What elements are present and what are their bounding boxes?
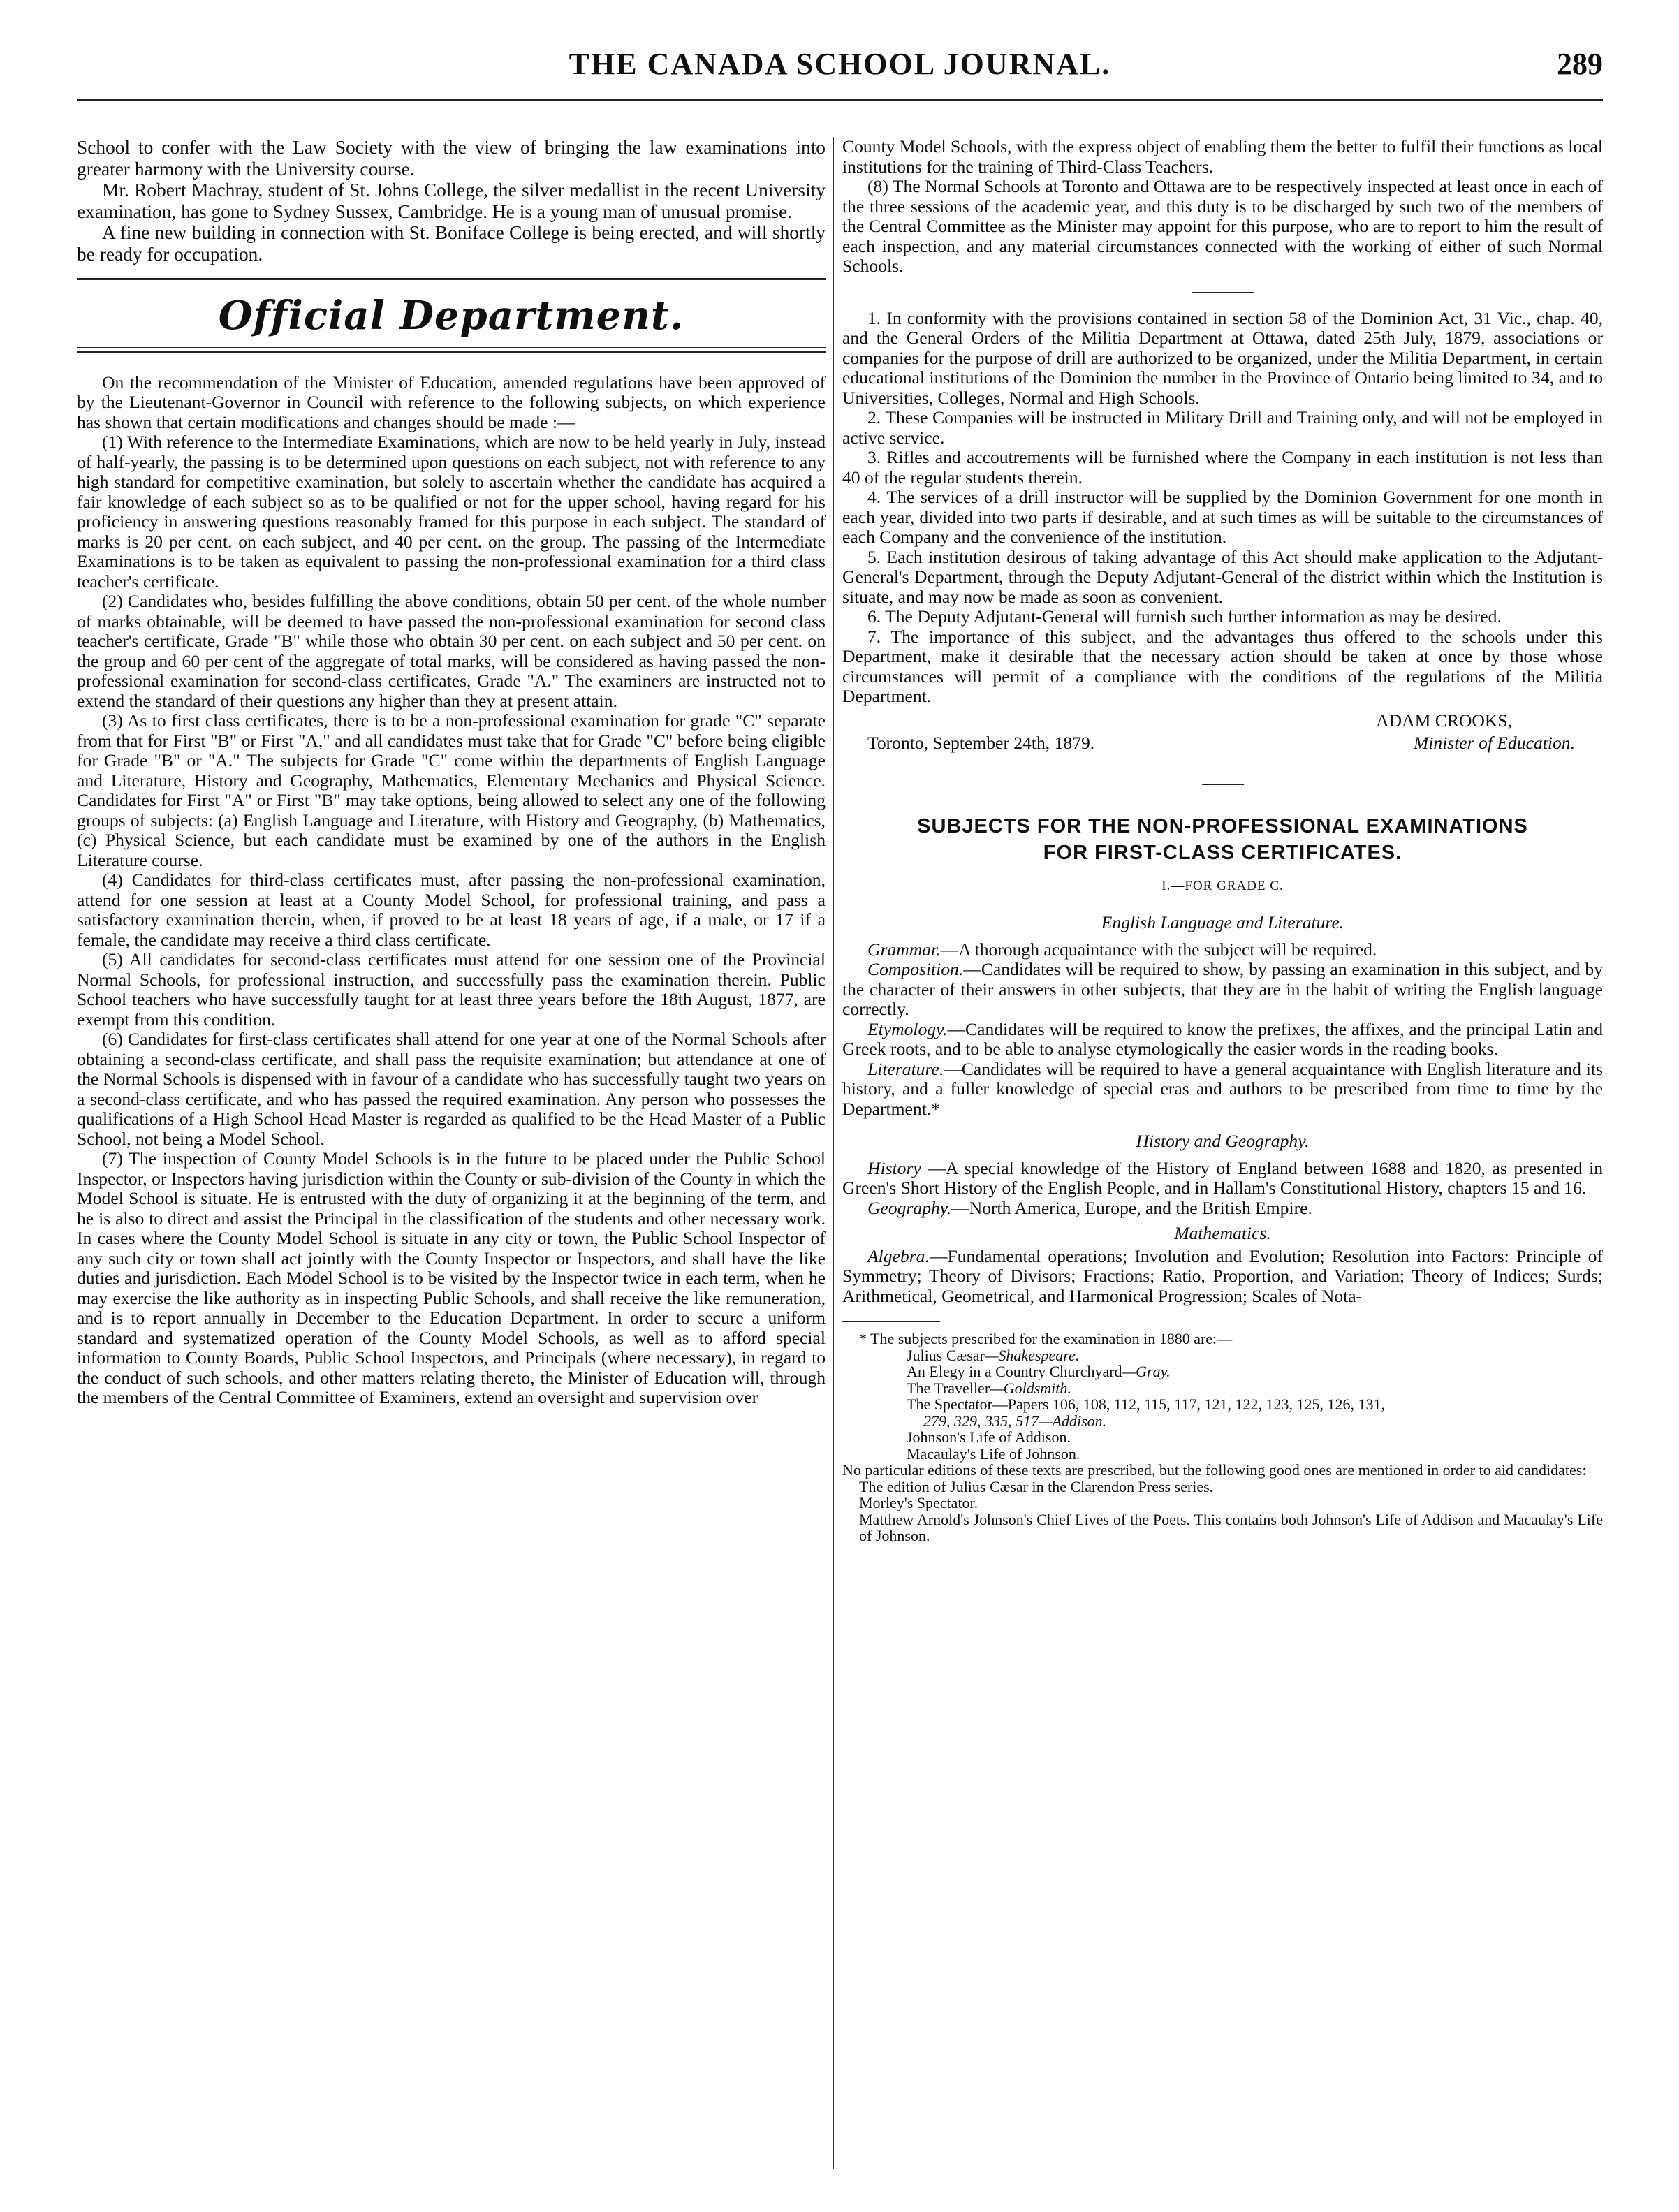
subject-item	[842, 1199, 1603, 1219]
regulation-paragraph: (3) As to first class certificates, there is to be a non-professional examination for grade "C" separate from that for First "B" or First "A," and all candidates must take that for Grade "C" before being eligible for Grade "B" or "A." The subjects for Grade "C" come within the departments of English Language and Literature, History and Geography, Mathematics, Elementary Mechanics and Physical Science. Candidates for First "A" or First "B" may take options, being allowed to select any one of the following groups of subjects: (a) English Language and Literature, with History and Geography, (b) Mathematics, (c) Physical Science, but each candidate must be examined by one of the authors in the English Literature course.	[77, 710, 826, 870]
subject-term: Grammar.	[867, 939, 941, 960]
section-title: English Language and Literature.	[1101, 912, 1344, 933]
subject-text: —Candidates will be required to have a general acquaintance with English literature and its history, and a fuller knowledge of special eras and authors to be prescribed from time to time by the Department.*	[842, 1058, 1603, 1119]
subject-term: Algebra.	[867, 1245, 930, 1266]
footnote-edition: Matthew Arnold's Johnson's Chief Lives of the Poets. This contains both Johnson's Life of Addison and Macaulay's Life of Johnson.	[859, 1510, 1603, 1545]
text-author: —Goldsmith.	[990, 1379, 1071, 1397]
footnote	[842, 1331, 1603, 1544]
subject-item	[842, 940, 1603, 960]
regulation-paragraph: (1) With reference to the Intermediate Examinations, which are now to be held yearly in July, instead of half-yearly, the passing is to be determined upon questions on each subject, not with reference to any high standard for competitive examination, but solely to ascertain whether the candidate has acquired a fair knowledge of each subject so as to be qualified or not for the upper school, having regard for his proficiency in answering questions reasonably framed for this purpose in each subject. The standard of marks is 20 per cent. on each subject, and 40 per cent. on the group. The passing of the Intermediate Examinations is to be taken as equivalent to passing the non-professional examination for a third class teacher's certificate.	[77, 432, 826, 592]
text-title: The Traveller	[907, 1379, 990, 1397]
footnote-text-item	[842, 1380, 1603, 1397]
text-author: —Shakespeare.	[984, 1346, 1080, 1364]
page-header	[77, 42, 1603, 98]
militia-notice	[842, 309, 1603, 754]
footnote-text-item: Johnson's Life of Addison.	[907, 1428, 1071, 1446]
subject-item	[842, 1247, 1603, 1307]
signature-place-date: Toronto, September 24th, 1879.	[867, 733, 1095, 753]
department-title: Official Department.	[218, 292, 684, 339]
subject-term: Composition.	[867, 959, 964, 980]
subjects-list	[842, 913, 1603, 1306]
subject-term: Literature.	[867, 1058, 944, 1079]
intro-paragraph: A fine new building in connection with St. Boniface College is being erected, and will shortly be ready for occupation.	[77, 222, 826, 265]
regulation-paragraph: (2) Candidates who, besides fulfilling the above conditions, obtain 50 per cent. of the whole number of marks obtainable, will be deemed to have passed the non-professional examination for second class teacher's certificate, Grade "B" while those who obtain 30 per cent. on each subject and 50 per cent. on the group and 60 per cent of the aggregate of total marks, will be considered as having passed the non-professional examination for second-class certificates, Grade "A." The examiners are instructed not to extend the standard of their questions any higher than they at present attain.	[77, 591, 826, 711]
separator-rule	[1192, 292, 1254, 293]
regulation-paragraph: (7) The inspection of County Model Schools is in the future to be placed under the Public School Inspector, or Inspectors having jurisdiction within the County or sub-division of the County in which the Model School is situate. He is entrusted with the duty of organizing it at the beginning of the term, and he is also to direct and assist the Principal in the classification of the students and other necessary work. In cases where the County Model School is situate in any city or town, the Public School Inspector of any such city or town shall act jointly with the County Inspector or Inspectors, and shall have the like duties and jurisdiction. Each Model School is to be visited by the Inspector twice in each term, when he may exercise the like authority as in inspecting Public Schools, and shall receive the like remuneration, and is to report annually in December to the Education Department. In order to secure a uniform standard and systematized operation of the County Model Schools, as well as to afford special information to County Boards, Public School Inspectors, and Principals (where necessary), in regard to the conduct of such schools, and other matters relating thereto, the Minister of Education will, through the members of the Central Committee of Examiners, extend an oversight and supervision over	[77, 1148, 826, 1408]
footnote-text-item	[842, 1363, 1603, 1380]
militia-paragraph: 5. Each institution desirous of taking advantage of this Act should make application to the Adjutant-General's Department, through the Deputy Adjutant-General of the district within which the Institution is situate, and may now be made as soon as convenient.	[842, 546, 1603, 607]
subject-text: —A special knowledge of the History of England between 1688 and 1820, as presented in Green's Short History of the English People, and in Hallam's Constitutional History, chapters 15 and 16.	[842, 1157, 1603, 1199]
subjects-heading-line2: FOR FIRST-CLASS CERTIFICATES.	[1043, 841, 1402, 864]
separator-rule	[1202, 784, 1244, 785]
militia-paragraph: 7. The importance of this subject, and the advantages thus offered to the schools under this Department, make it desirable that the necessary action should be taken at once by those whose circumstances will permit of a compliance with the conditions of the regulations of the Militia Department.	[842, 626, 1603, 706]
regulation-paragraph: On the recommendation of the Minister of Education, amended regulations have been approved of by the Lieutenant-Governor in Council with reference to the following subjects, on which experience has shown that certain modifications and changes should be made :—	[77, 372, 826, 432]
journal-title: THE CANADA SCHOOL JOURNAL.	[569, 47, 1111, 81]
militia-paragraph: 6. The Deputy Adjutant-General will furnish such further information as may be desired.	[867, 606, 1502, 627]
intro-paragraph: Mr. Robert Machray, student of St. Johns College, the silver medallist in the recent University examination, has gone to Sydney Sussex, Cambridge. He is a young man of unusual promise.	[77, 180, 826, 222]
section-title: History and Geography.	[1136, 1131, 1310, 1152]
text-title: Julius Cæsar	[907, 1346, 985, 1364]
grade-label: I.—FOR GRADE C.	[1161, 878, 1284, 893]
footnote-editions-note: No particular editions of these texts are prescribed, but the following good ones are mentioned in order to aid candidates:	[842, 1461, 1587, 1479]
regulation-paragraph: (5) All candidates for second-class certificates must attend for one session one of the Provincial Normal Schools, for professional instruction, and successfully pass the examination therein. Public School teachers who have successfully taught for at least three years before the 18th August, 1877, are exempt from this condition.	[77, 949, 826, 1030]
intro-paragraph: School to confer with the Law Society with the view of bringing the law examinations into greater harmony with the University course.	[77, 137, 826, 180]
subject-term: Geography.	[867, 1197, 952, 1218]
footnote-text-item: Macaulay's Life of Johnson.	[907, 1444, 1080, 1463]
subject-text: —Candidates will be required to know the prefixes, the affixes, and the principal Latin and Greek roots, and to be able to analyse etymologically the easier words in the reading books.	[842, 1018, 1603, 1060]
subject-text: —Fundamental operations; Involution and Evolution; Resolution into Factors: Principle of Symmetry; Theory of Divisors; Fractions; Ratio, Proportion, and Variation; Theory of Indices; Surds; Arithmetical, Geometrical, and Harmonical Progression; Scales of Nota-	[842, 1245, 1603, 1306]
subject-text: —Candidates will be required to show, by passing an examination in this subject, and by the character of their answers in other subjects, that they are in the habit of writing the English language correctly.	[842, 959, 1603, 1020]
footnote-text-item	[842, 1396, 1603, 1413]
right-column	[842, 137, 1603, 1544]
regulations-continued	[842, 137, 1603, 277]
text-title: An Elegy in a Country Churchyard	[907, 1363, 1122, 1381]
section-rule	[77, 347, 826, 353]
signatory-title: Minister of Education.	[1413, 733, 1575, 753]
page-number: 289	[1557, 47, 1603, 81]
militia-paragraph: 4. The services of a drill instructor will be supplied by the Dominion Government for one month in each year, divided into two parts if desirable, and at such times as will be suitable to the circumstances of each Company and the convenience of the institution.	[842, 487, 1603, 547]
subject-term: History	[867, 1157, 921, 1178]
signature-line	[842, 733, 1603, 754]
left-column	[77, 137, 826, 1408]
footnote-text-cont: 279, 329, 335, 517—Addison.	[923, 1412, 1107, 1430]
subject-item	[842, 1060, 1603, 1120]
subject-text: —North America, Europe, and the British Empire.	[951, 1197, 1312, 1218]
regulation-paragraph: (4) Candidates for third-class certificates must, after passing the non-professional examination, attend for one session at least at a County Model School, for professional training, and pass a satisfactory examination therein, when, if proved to be at least 18 years of age, if a male, or 17 if a female, the candidate may receive a third class certificate.	[77, 870, 826, 950]
regulation-paragraph: (8) The Normal Schools at Toronto and Ottawa are to be respectively inspected at least once in each of the three sessions of the academic year, and this duty is to be discharged by such two of the members of the Central Committee as the Minister may appoint for this purpose, who are to report to him the result of each inspection, and any material circumstances connected with the working of either of such Normal Schools.	[842, 176, 1603, 276]
column-divider	[833, 137, 834, 2169]
militia-paragraph: 2. These Companies will be instructed in Military Drill and Training only, and will not be employed in active service.	[842, 407, 1603, 448]
header-rule	[77, 99, 1603, 101]
subject-item	[842, 1159, 1603, 1199]
subject-text: —A thorough acquaintance with the subject will be required.	[940, 939, 1377, 960]
text-title: The Spectator—Papers 106, 108, 112, 115, 117, 121, 122, 123, 125, 126, 131,	[907, 1396, 1385, 1414]
section-title: Mathematics.	[1174, 1223, 1271, 1244]
regulation-paragraph: (6) Candidates for first-class certificates shall attend for one year at one of the Normal Schools after obtaining a second-class certificate, and shall pass the requisite examination; but attendance at one of the Normal Schools is dispensed with in favour of a candidate who has successfully taught two years on a second-class certificate, and who has passed the required examination. Any person who possesses the qualifications of a High School Head Master is regarded as qualified to be the Head Master of a Public School, not being a Model School.	[77, 1029, 826, 1149]
signatory-name: ADAM CROOKS,	[1376, 710, 1512, 731]
subjects-heading: SUBJECTS FOR THE NON-PROFESSIONAL EXAMINATIONS	[917, 814, 1528, 837]
footnote-edition: Morley's Spectator.	[859, 1494, 978, 1512]
footnote-edition: The edition of Julius Cæsar in the Clarendon Press series.	[859, 1477, 1214, 1495]
militia-paragraph: 3. Rifles and accoutrements will be furnished where the Company in each institution is not less than 40 of the regular students therein.	[842, 447, 1603, 488]
regulation-paragraph: County Model Schools, with the express object of enabling them the better to fulfil their functions as local institutions for the training of Third-Class Teachers.	[842, 136, 1603, 177]
militia-paragraph: 1. In conformity with the provisions contained in section 58 of the Dominion Act, 31 Vic., chap. 40, and the General Orders of the Militia Department at Ottawa, dated 25th July, 1879, associations or companies for the purpose of drill are authorized to be organized, under the Militia Department, in certain educational institutions of the Dominion the number in the Province of Ontario being limited to 34, and to Universities, Colleges, Normal and High Schools.	[842, 307, 1603, 408]
text-author: —Gray.	[1122, 1363, 1171, 1381]
subject-item	[842, 960, 1603, 1020]
subject-item	[842, 1020, 1603, 1060]
section-rule	[77, 278, 826, 284]
subject-term: Etymology.	[867, 1018, 948, 1039]
footnote-intro: * The subjects prescribed for the examination in 1880 are:—	[859, 1330, 1233, 1348]
footnote-text-item	[842, 1347, 1603, 1364]
footnote-rule	[842, 1321, 940, 1322]
regulations-text	[77, 373, 826, 1408]
